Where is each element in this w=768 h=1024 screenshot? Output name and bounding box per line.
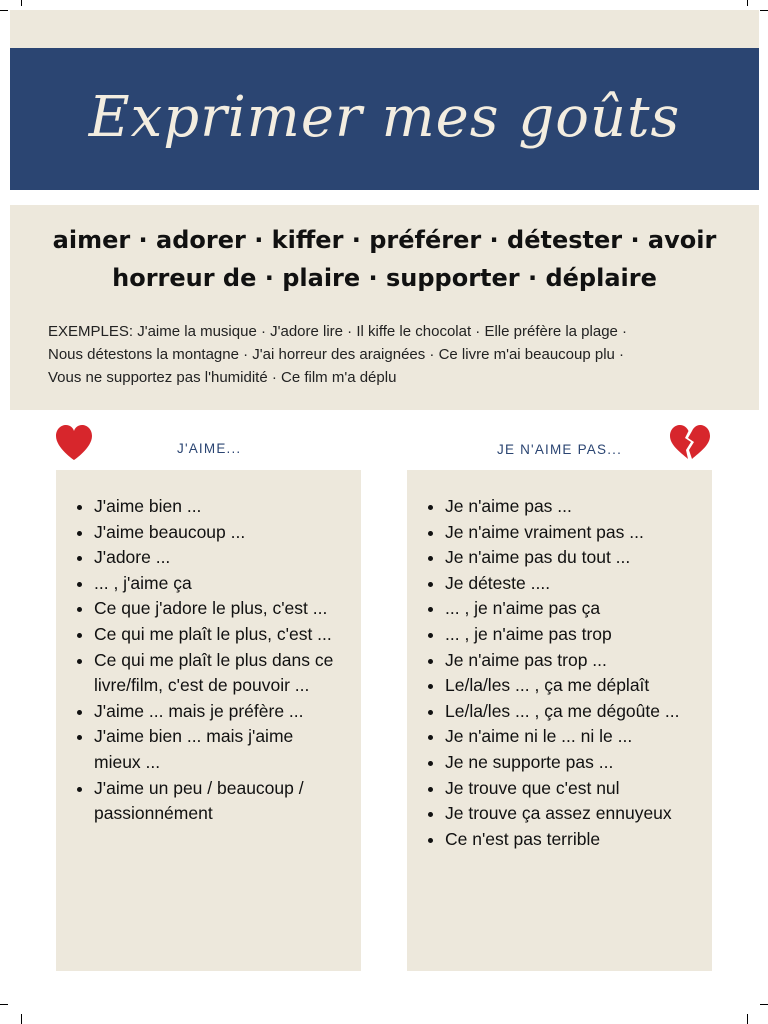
dislike-panel [407,470,712,971]
crop-mark [747,1014,748,1024]
examples-line: Nous détestons la montagne · J'ai horreur des araignées · Ce livre m'ai beaucoup plu · [48,346,625,363]
top-band [10,10,759,48]
verbs-line: horreur de · plaire · supporter · déplaire [112,264,657,292]
list-item: • J'aime bien ... [94,494,334,520]
examples-line: EXEMPLES: J'aime la musique · J'adore lire · Il kiffe le chocolat · Elle préfère la plage · [48,323,628,340]
list-item: • Je n'aime vraiment pas ... [445,520,685,546]
list-item: • Ce que j'adore le plus, c'est ... [94,596,334,622]
list-item: • Ce qui me plaît le plus dans ce livre/film, c'est de pouvoir ... [94,648,334,699]
heart-icon [54,424,94,462]
verbs-list [30,221,739,297]
list-item: • J'aime beaucoup ... [94,520,334,546]
list-item: • Ce n'est pas terrible [445,827,685,853]
verbs-line: aimer · adorer · kiffer · préférer · détester · avoir [52,226,717,254]
list-item: • ... , j'aime ça [94,571,334,597]
list-item: • Je n'aime pas trop ... [445,648,685,674]
list-item: • Le/la/les ... , ça me déplaît [445,673,685,699]
verbs-section [10,205,759,410]
examples-text [48,320,728,389]
title-banner [10,48,759,190]
list-item: • J'aime ... mais je préfère ... [94,699,334,725]
list-item: • Je ne supporte pas ... [445,750,685,776]
list-item: • J'aime un peu / beaucoup / passionnément [94,776,334,827]
page-title: Exprimer mes goûts [88,84,681,150]
dislike-list [407,494,685,852]
like-list [56,494,334,827]
list-item: • ... , je n'aime pas ça [445,596,685,622]
list-item: • Ce qui me plaît le plus, c'est ... [94,622,334,648]
list-item: • Je trouve ça assez ennuyeux [445,801,685,827]
list-item: • Je n'aime pas ... [445,494,685,520]
list-item: • ... , je n'aime pas trop [445,622,685,648]
crop-mark [0,1004,8,1005]
crop-mark [21,1014,22,1024]
dislike-column-title: JE N'AIME PAS... [497,442,623,457]
like-panel [56,470,361,971]
crop-mark [21,0,22,6]
crop-mark [760,1004,768,1005]
crop-mark [760,10,768,11]
list-item: • Je trouve que c'est nul [445,776,685,802]
list-item: • Je déteste .... [445,571,685,597]
crop-mark [747,0,748,6]
list-item: • Je n'aime ni le ... ni le ... [445,724,685,750]
broken-heart-icon [668,424,712,462]
list-item: • J'aime bien ... mais j'aime mieux ... [94,724,334,775]
examples-line: Vous ne supportez pas l'humidité · Ce film m'a déplu [48,369,397,386]
crop-mark [0,10,8,11]
list-item: • Je n'aime pas du tout ... [445,545,685,571]
list-item: • Le/la/les ... , ça me dégoûte ... [445,699,685,725]
like-column-title: J'AIME... [177,441,242,456]
list-item: • J'adore ... [94,545,334,571]
